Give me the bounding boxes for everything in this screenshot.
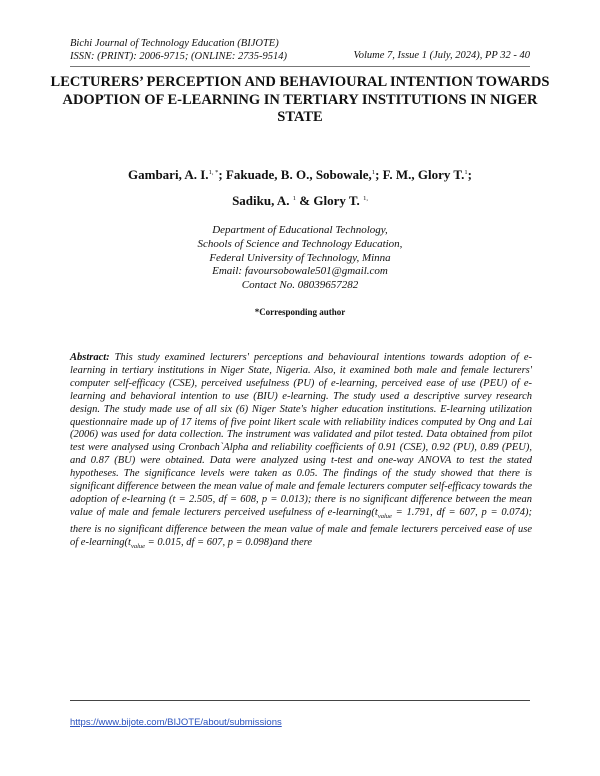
paper-title: LECTURERS’ PERCEPTION AND BEHAVIOURAL INTENTION TOWARDS ADOPTION OF E-LEARNING IN TERTIARY INSTITUTIONS IN NIGER STATE — [50, 74, 550, 125]
affiliation-university: Federal University of Technology, Minna — [209, 251, 391, 264]
affiliation — [40, 224, 560, 293]
author-sup: 1 — [292, 195, 297, 202]
author-name: Gambari, A. I. — [128, 167, 209, 182]
author-sup: 1, * — [208, 169, 219, 176]
abstract-label: Abstract: — [70, 352, 110, 363]
abstract-text: = 1.791, df = 607, p = 0.074); there is no significant difference between the mean value of male and female lecturers perceived ease of use of e-learning(t — [70, 506, 532, 548]
author-line-1 — [20, 167, 580, 183]
header-divider — [70, 66, 530, 67]
journal-volume: Volume 7, Issue 1 (July, 2024), PP 32 - 40 — [353, 50, 530, 61]
abstract-subscript: value — [130, 542, 146, 550]
affiliation-school: Schools of Science and Technology Education, — [197, 237, 403, 250]
affiliation-email: Email: favoursobowale501@gmail.com — [212, 265, 388, 278]
affiliation-dept: Department of Educational Technology, — [212, 224, 388, 236]
affiliation-contact: Contact No. 08039657282 — [241, 279, 359, 292]
footer-divider — [70, 700, 530, 701]
corresponding-author-note: *Corresponding author — [254, 307, 346, 317]
author-sup: 1 — [371, 169, 376, 176]
author-name: Sadiku, A. — [232, 193, 290, 208]
abstract-subscript: value — [377, 512, 392, 520]
author-sup: 1, — [363, 195, 368, 202]
journal-issn: ISSN: (PRINT): 2006-9715; (ONLINE: 2735-9514) — [70, 51, 287, 62]
abstract-text: = 0.015, df = 607, p = 0.098)and there — [145, 536, 313, 548]
journal-name: Bichi Journal of Technology Education (BIJOTE) — [70, 38, 279, 49]
footer-submission-link[interactable]: https://www.bijote.com/BIJOTE/about/submissions — [70, 717, 282, 728]
abstract-text: This study examined lecturers' perceptions and behavioural intentions towards adoption of e-learning in tertiary institutions in Niger State, Nigeria. Also, it examined both male and female lecturers' computer self-efficacy (CSE), perceived usefulness (PU) of e-learning, perceived ease of use (PEU) of e-learning and behavioral intention to use (BIU) e-learning. The study used a descriptive survey research design. The study made use of all six (6) Niger State's higher education institutions. E-learning utilization questionnaire made up of 17 items of five point likert scale with reliability indices computed by Ong and Lai (2006) was used for data collection. The instrument was validated and pilot tested. Data obtained from pilot test were analysed using Cronbach`Alpha and reliability coefficients of 0.91 (CSE), 0.92 (PU), 0.89 (PEU), and 0.87 (BU) were obtained. Data were analyzed using t-test and one-way ANOVA to test the stated hypotheses. The significance levels were taken as 0.05. The findings of the study showed that there is significant difference between the mean value of male and female lecturers computer self-efficacy towards the adoption of e-learning (t = 2.505, df = 608, p = 0.013); there is no significant difference between the mean value of male and female lecturers perceived usefulness of e-learning(t — [70, 352, 532, 518]
author-name: ; F. M., Glory T. — [375, 167, 465, 182]
author-name: & Glory T. — [296, 193, 360, 208]
author-sup: 1 — [464, 169, 468, 176]
author-name: ; — [467, 167, 472, 182]
author-line-2 — [20, 193, 580, 209]
abstract — [70, 352, 532, 554]
author-name: ; Fakuade, B. O., Sobowale, — [218, 167, 372, 182]
